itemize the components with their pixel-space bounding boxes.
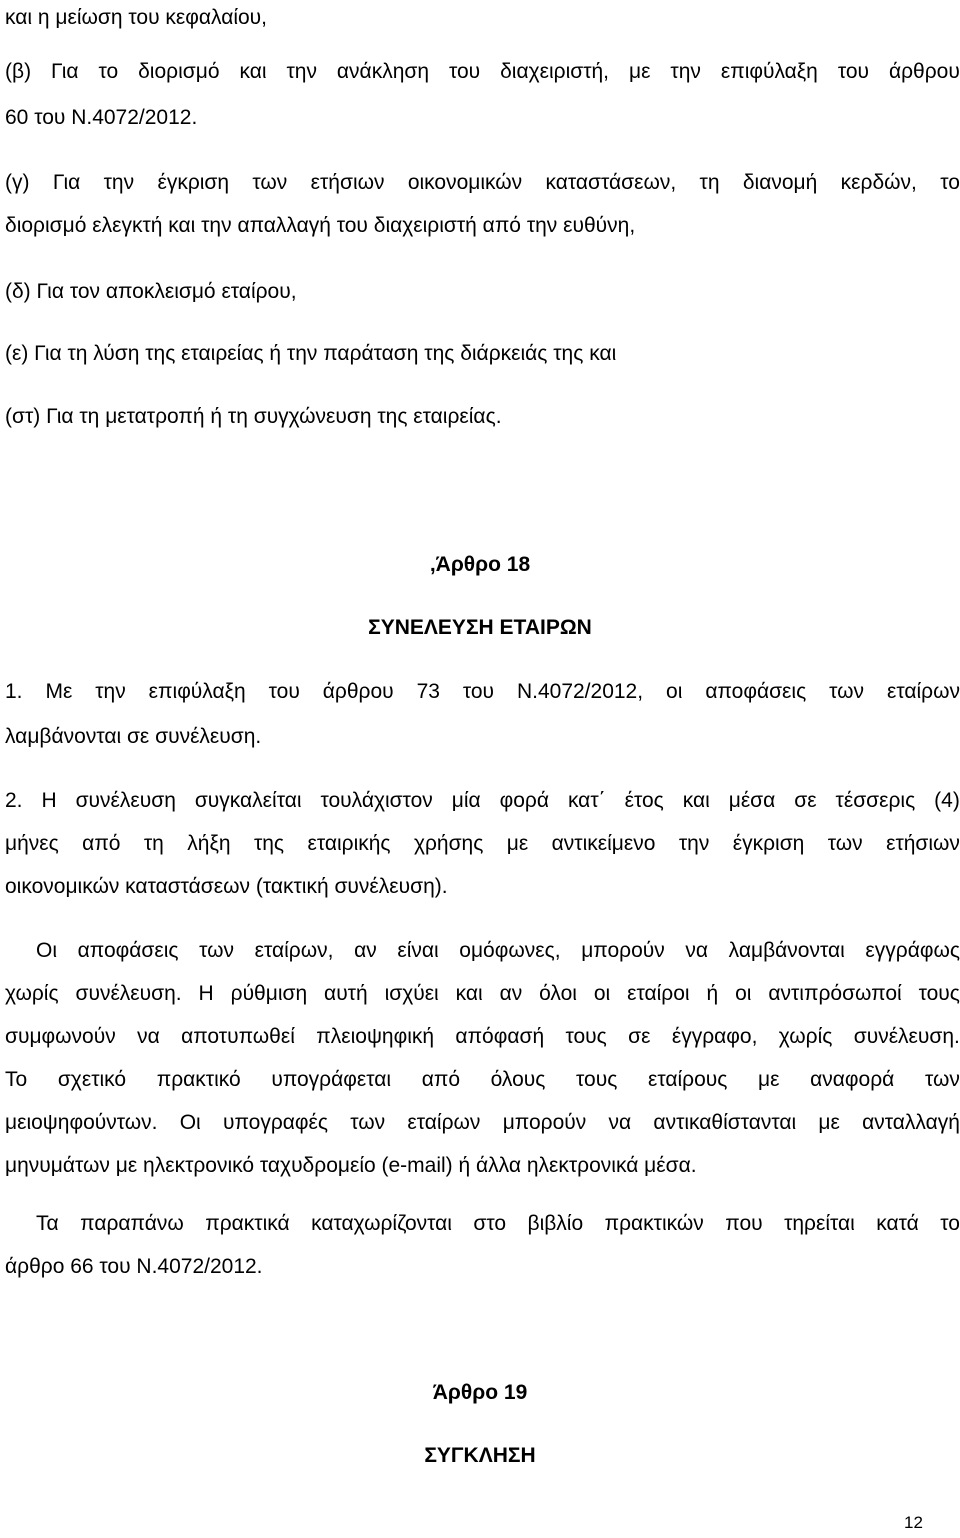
word: και (239, 60, 267, 83)
word: υπογράφεται (271, 1068, 392, 1091)
word: σε (628, 1025, 651, 1048)
word: μήνες (5, 832, 59, 855)
word: αν (499, 982, 523, 1005)
word: χωρίς (5, 982, 59, 1005)
word: των (829, 680, 865, 703)
word: χρήσης (413, 832, 484, 855)
text-line (5, 790, 960, 811)
word: αυτή (324, 982, 368, 1005)
word: Το (5, 1068, 28, 1091)
article-19-title: ΣΥΓΚΛΗΣΗ (424, 1444, 536, 1467)
word: την (670, 60, 701, 83)
word: αποφάσεις (77, 939, 179, 962)
text-line: 60 του Ν.4072/2012. (5, 106, 198, 129)
word: φορά (499, 789, 549, 812)
word: τη (143, 832, 164, 855)
text-line: άρθρο 66 του Ν.4072/2012. (5, 1255, 263, 1278)
word: χωρίς (778, 1025, 833, 1048)
word: λαμβάνονται (728, 939, 845, 962)
word: να (685, 939, 709, 962)
text-line: (ε) Για τη λύση της εταιρείας ή την παράταση της διάρκειάς της και (5, 342, 617, 365)
word: από (82, 832, 121, 855)
word: 1. (5, 680, 23, 703)
word: την (678, 832, 710, 855)
word: του (837, 60, 869, 83)
word: ομόφωνες, (459, 939, 561, 962)
word: διανομή (742, 171, 818, 194)
word: της (253, 832, 285, 855)
word: συγκαλείται (194, 789, 302, 812)
word: με (628, 60, 651, 83)
text-line (5, 1069, 960, 1090)
word: ισχύει (384, 982, 439, 1005)
word: την (95, 680, 126, 703)
word: εταίροι (627, 982, 690, 1005)
word: ρύθμιση (230, 982, 308, 1005)
word: στο (473, 1212, 507, 1235)
word: του (462, 680, 495, 703)
word: Με (45, 680, 73, 703)
word: διαχειριστή, (500, 60, 610, 83)
word: να (608, 1111, 632, 1134)
word: μπορούν (502, 1111, 587, 1134)
word: (γ) (5, 171, 30, 194)
text-line (36, 1213, 960, 1234)
text-line: λαμβάνονται σε συνέλευση. (5, 725, 262, 748)
word: εταίρων (407, 1111, 481, 1134)
word: αναφορά (810, 1068, 895, 1091)
word: ή (706, 982, 719, 1005)
word: απόφασή (455, 1025, 545, 1048)
word: των (924, 1068, 960, 1091)
word: όλοι (539, 982, 577, 1005)
word: Ν.4072/2012, (516, 680, 644, 703)
word: υπογραφές (222, 1111, 329, 1134)
text-line: μηνυμάτων με ηλεκτρονικό ταχυδρομείο (e-mail) ή άλλα ηλεκτρονικά μέσα. (5, 1154, 697, 1177)
word: Οι (179, 1111, 201, 1134)
word: ανάκληση (336, 60, 430, 83)
word: συμφωνούν (5, 1025, 116, 1048)
word: μειοψηφούντων. (5, 1111, 158, 1134)
text-line: και η μείωση του κεφαλαίου, (5, 6, 267, 29)
word: έγκριση (732, 832, 805, 855)
word: συνέλευση (75, 789, 176, 812)
text-line (5, 61, 960, 82)
word: πλειοψηφική (316, 1025, 435, 1048)
text-line (5, 983, 960, 1004)
word: το (940, 1212, 960, 1235)
word: του (448, 60, 481, 83)
word: διορισμό (138, 60, 220, 83)
word: οι (735, 982, 752, 1005)
word: με (758, 1068, 780, 1091)
word: οι (593, 982, 611, 1005)
word: καταστάσεων, (545, 171, 677, 194)
word: άρθρου (888, 60, 960, 83)
text-line (5, 681, 960, 702)
word: κατ΄ (567, 789, 606, 812)
word: πρακτικά (205, 1212, 290, 1235)
word: πρακτικών (604, 1212, 704, 1235)
article-18-title: ΣΥΝΕΛΕΥΣΗ ΕΤΑΙΡΩΝ (368, 616, 592, 639)
word: των (350, 1111, 386, 1134)
word: από (421, 1068, 461, 1091)
text-line (5, 833, 960, 854)
text-line: (δ) Για τον αποκλεισμό εταίρου, (5, 280, 297, 303)
word: έτος (624, 789, 664, 812)
word: 2. (5, 789, 23, 812)
word: καταχωρίζονται (311, 1212, 452, 1235)
word: ετήσιων (310, 171, 385, 194)
page-number: 12 (904, 1513, 923, 1532)
word: των (199, 939, 235, 962)
word: εταίρων (886, 680, 960, 703)
word: αν (354, 939, 377, 962)
word: εταίρων, (254, 939, 334, 962)
word: εταίρους (647, 1068, 728, 1091)
word: κερδών, (840, 171, 917, 194)
word: μπορούν (581, 939, 665, 962)
word: σε (794, 789, 817, 812)
word: μία (451, 789, 481, 812)
word: βιβλίο (527, 1212, 584, 1235)
word: σχετικό (57, 1068, 127, 1091)
article-18-heading: ,Άρθρο 18 (429, 553, 531, 576)
word: το (940, 171, 960, 194)
word: τη (699, 171, 720, 194)
word: αντιπρόσωποί (768, 982, 902, 1005)
word: επιφύλαξη (148, 680, 246, 703)
word: οι (666, 680, 683, 703)
word: και (682, 789, 710, 812)
word: συνέλευση. (853, 1025, 960, 1048)
word: των (252, 171, 288, 194)
word: τους (565, 1025, 607, 1048)
word: το (98, 60, 119, 83)
word: μέσα (728, 789, 776, 812)
word: ετήσιων (886, 832, 960, 855)
word: οικονομικών (407, 171, 523, 194)
word: αποτυπωθεί (181, 1025, 295, 1048)
word: με (818, 1111, 840, 1134)
text-line: διορισμό ελεγκτή και την απαλλαγή του διαχειριστή από την ευθύνη, (5, 214, 636, 237)
word: έγγραφο, (671, 1025, 758, 1048)
word: τηρείται (784, 1212, 855, 1235)
word: τους (918, 982, 960, 1005)
word: επιφύλαξη (720, 60, 818, 83)
word: την (286, 60, 317, 83)
word: Για (51, 60, 79, 83)
word: να (137, 1025, 160, 1048)
word: πρακτικό (156, 1068, 241, 1091)
word: 73 (416, 680, 440, 703)
word: εγγράφως (865, 939, 960, 962)
word: την (103, 171, 135, 194)
word: έγκριση (157, 171, 230, 194)
word: τέσσερις (835, 789, 916, 812)
text-line (5, 172, 960, 193)
word: άρθρου (322, 680, 394, 703)
word: (4) (934, 789, 960, 812)
word: όλους (490, 1068, 546, 1091)
word: Η (198, 982, 214, 1005)
word: που (725, 1212, 763, 1235)
word: (β) (5, 60, 32, 83)
text-line (5, 1026, 960, 1047)
word: και (455, 982, 483, 1005)
word: τους (576, 1068, 618, 1091)
word: τουλάχιστον (320, 789, 433, 812)
text-line (5, 1112, 960, 1133)
word: Οι (36, 939, 57, 962)
text-line (36, 940, 960, 961)
word: αντικείμενο (551, 832, 656, 855)
word: κατά (876, 1212, 919, 1235)
word: αντικαθίστανται (653, 1111, 797, 1134)
word: Τα (36, 1212, 59, 1235)
word: ανταλλαγή (862, 1111, 960, 1134)
word: είναι (397, 939, 439, 962)
word: του (268, 680, 300, 703)
word: συνέλευση. (75, 982, 182, 1005)
article-19-heading: Άρθρο 19 (432, 1381, 528, 1404)
word: με (506, 832, 529, 855)
word: Για (52, 171, 81, 194)
word: παραπάνω (80, 1212, 184, 1235)
word: λήξη (187, 832, 231, 855)
word: εταιρικής (307, 832, 391, 855)
text-line: (στ) Για τη μετατροπή ή τη συγχώνευση της εταιρείας. (5, 405, 502, 428)
word: Η (41, 789, 57, 812)
text-line: οικονομικών καταστάσεων (τακτική συνέλευση). (5, 875, 448, 898)
word: αποφάσεις (705, 680, 807, 703)
word: των (827, 832, 863, 855)
